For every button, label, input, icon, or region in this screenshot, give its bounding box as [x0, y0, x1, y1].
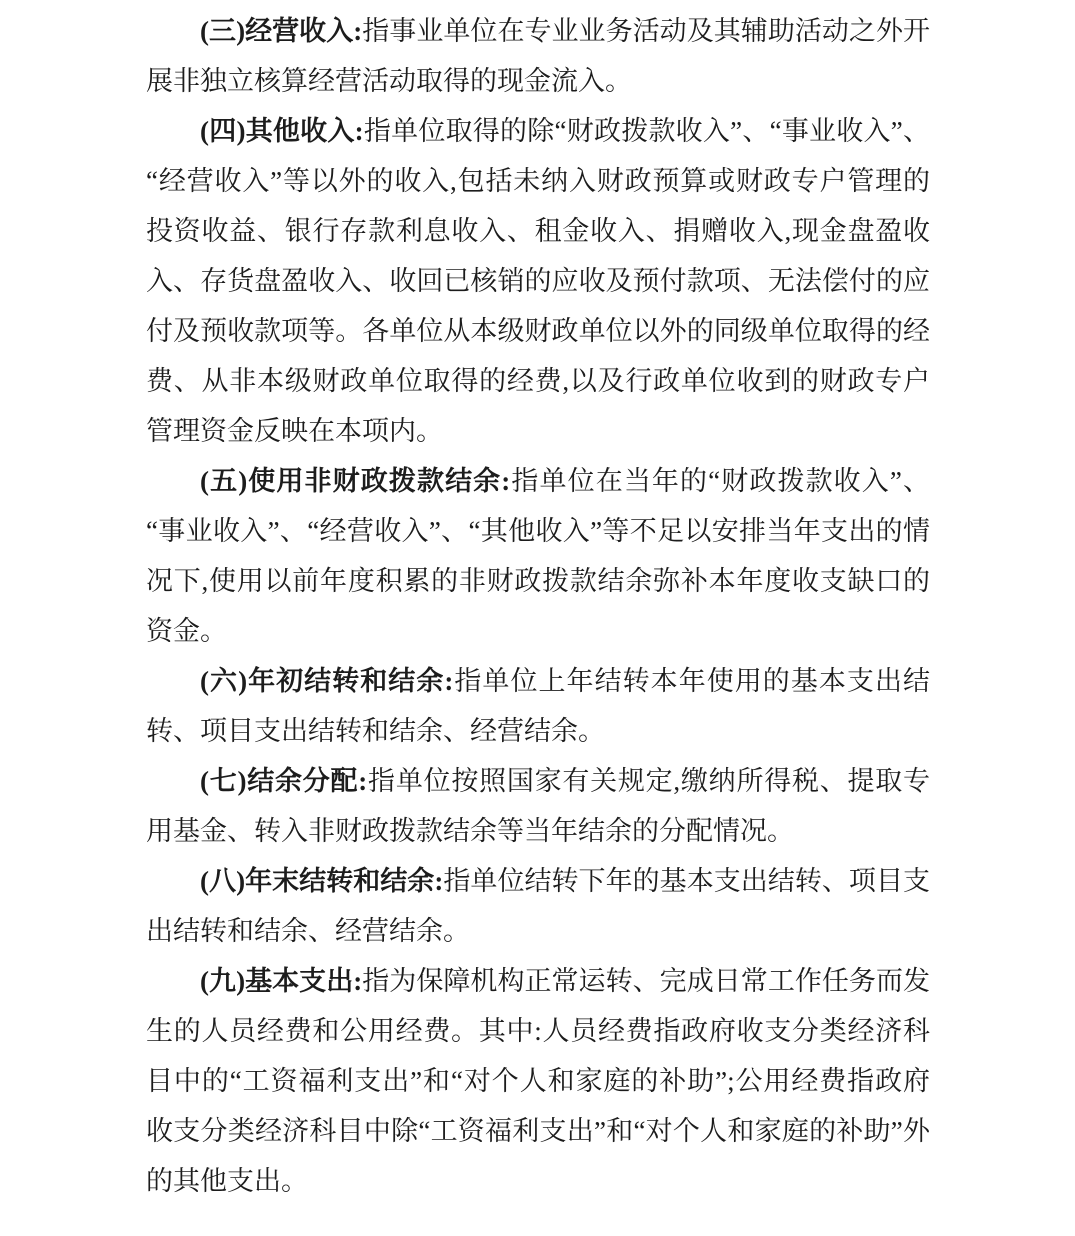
paragraph-body: 指事业单位在专业业务活动及其辅助活动之外开展非独立核算经营活动取得的现金流入。	[146, 16, 930, 96]
paragraph	[146, 956, 930, 1206]
paragraph-body: 指为保障机构正常运转、完成日常工作任务而发生的人员经费和公用经费。其中:人员经费指政府收支分类经济科目中的“工资福利支出”和“对个人和家庭的补助”;公用经费指政府收支分类经济科目中除“工资福利支出”和“对个人和家庭的补助”外的其他支出。	[146, 966, 930, 1196]
paragraph	[146, 456, 930, 656]
paragraph-term: (七)结余分配:	[200, 766, 368, 796]
paragraph-term: (八)年末结转和结余:	[200, 866, 444, 896]
paragraph-body: 指单位取得的除“财政拨款收入”、“事业收入”、“经营收入”等以外的收入,包括未纳入财政预算或财政专户管理的投资收益、银行存款利息收入、租金收入、捐赠收入,现金盘盈收入、存货盘盈收入、收回已核销的应收及预付款项、无法偿付的应付及预收款项等。各单位从本级财政单位以外的同级单位取得的经费、从非本级财政单位取得的经费,以及行政单位收到的财政专户管理资金反映在本项内。	[146, 116, 930, 446]
paragraph-body: 指单位上年结转本年使用的基本支出结转、项目支出结转和结余、经营结余。	[146, 666, 930, 746]
paragraph	[146, 6, 930, 106]
paragraph-body: 指单位在当年的“财政拨款收入”、“事业收入”、“经营收入”、“其他收入”等不足以安排当年支出的情况下,使用以前年度积累的非财政拨款结余弥补本年度收支缺口的资金。	[146, 466, 930, 646]
paragraph-term: (五)使用非财政拨款结余:	[200, 466, 511, 496]
paragraph-body: 指单位结转下年的基本支出结转、项目支出结转和结余、经营结余。	[146, 866, 930, 946]
paragraph-term: (九)基本支出:	[200, 966, 363, 996]
paragraph	[146, 856, 930, 956]
paragraph-term: (三)经营收入:	[200, 16, 363, 46]
paragraph	[146, 756, 930, 856]
paragraph-term: (六)年初结转和结余:	[200, 666, 454, 696]
paragraph-term: (四)其他收入:	[200, 116, 364, 146]
paragraph	[146, 656, 930, 756]
paragraph-body: 指单位按照国家有关规定,缴纳所得税、提取专用基金、转入非财政拨款结余等当年结余的分配情况。	[146, 766, 930, 846]
paragraph	[146, 106, 930, 456]
